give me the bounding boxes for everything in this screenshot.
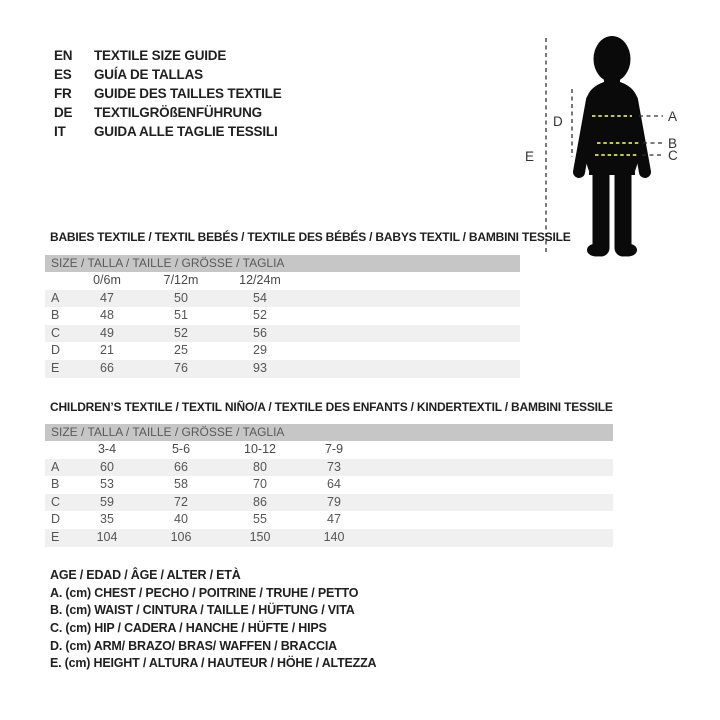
child-silhouette-icon bbox=[579, 36, 645, 257]
table-cell bbox=[45, 272, 71, 290]
column-header-cell: 7/12m bbox=[163, 273, 199, 287]
table-cell: 35 bbox=[100, 512, 114, 527]
table-cell: 51 bbox=[174, 308, 188, 323]
table-cell: 60 bbox=[100, 459, 114, 474]
babies_table-row-c bbox=[45, 325, 520, 343]
legend-item-c: C. (cm) HIP / CADERA / HANCHE / HÜFTE / HIPS bbox=[50, 621, 327, 636]
children_table-row-d bbox=[45, 511, 613, 529]
table-cell bbox=[45, 441, 71, 459]
column-header-cell: 3-4 bbox=[97, 442, 117, 456]
babies-size-table bbox=[45, 255, 520, 378]
table-cell: 79 bbox=[327, 494, 341, 509]
table-cell: 54 bbox=[253, 290, 267, 305]
language-title: TEXTILE SIZE GUIDE bbox=[94, 48, 227, 63]
language-code: ES bbox=[54, 67, 72, 82]
language-row-it bbox=[54, 122, 282, 141]
legend-item-d: D. (cm) ARM/ BRAZO/ BRAS/ WAFFEN / BRACCIA bbox=[50, 638, 337, 653]
row-label-cell: A bbox=[51, 459, 60, 474]
table-cell: 66 bbox=[100, 360, 114, 375]
table-cell: 58 bbox=[174, 477, 188, 492]
legend-age-line: AGE / EDAD / ÂGE / ALTER / ETÀ bbox=[50, 568, 241, 582]
language-code: IT bbox=[54, 124, 66, 139]
babies_table-row-b bbox=[45, 307, 520, 325]
language-title: GUIDA ALLE TAGLIE TESSILI bbox=[94, 124, 278, 139]
row-label-cell: C bbox=[51, 494, 61, 509]
measurement-figure bbox=[500, 20, 720, 262]
legend-items bbox=[50, 585, 376, 673]
measurement-legend bbox=[50, 567, 376, 673]
children_table-row-e bbox=[45, 529, 613, 547]
table-cell: 80 bbox=[253, 459, 267, 474]
table-cell: 29 bbox=[253, 343, 267, 358]
language-title: TEXTILGRÖßENFÜHRUNG bbox=[94, 105, 262, 120]
table-cell: 140 bbox=[323, 529, 345, 544]
language-code: EN bbox=[54, 48, 73, 63]
table-cell: 53 bbox=[100, 477, 114, 492]
babies_table-row-e bbox=[45, 360, 520, 378]
row-label-cell: D bbox=[51, 343, 61, 358]
table-cell: 40 bbox=[174, 512, 188, 527]
legend-item-b: B. (cm) WAIST / CINTURA / TAILLE / HÜFTUNG / VITA bbox=[50, 603, 355, 618]
children-section-title: CHILDREN’S TEXTILE / TEXTIL NIÑO/A / TEXTILE DES ENFANTS / KINDERTEXTIL / BAMBINI TESSILE bbox=[50, 400, 613, 414]
language-title: GUÍA DE TALLAS bbox=[94, 67, 203, 82]
babies_table-row-a bbox=[45, 290, 520, 308]
table-cell: 73 bbox=[327, 459, 341, 474]
table-cell: 66 bbox=[174, 459, 188, 474]
table-cell: 25 bbox=[174, 343, 188, 358]
children-size-header: SIZE / TALLA / TAILLE / GRÖSSE / TAGLIA bbox=[45, 424, 613, 441]
row-label-cell: B bbox=[51, 477, 60, 492]
column-header-cell: 12/24m bbox=[239, 273, 281, 287]
table-cell: 55 bbox=[253, 512, 267, 527]
table-cell: 104 bbox=[96, 529, 118, 544]
row-label-cell: E bbox=[51, 529, 60, 544]
measure-label-a: A bbox=[668, 109, 678, 124]
table-cell: 93 bbox=[253, 360, 267, 375]
measure-label-b: B bbox=[668, 136, 678, 151]
babies-size-header: SIZE / TALLA / TAILLE / GRÖSSE / TAGLIA bbox=[45, 255, 520, 272]
row-label-cell: A bbox=[51, 290, 60, 305]
measure-label-c: C bbox=[668, 148, 678, 163]
column-header-cell: 10-12 bbox=[244, 442, 276, 456]
language-row-de bbox=[54, 103, 282, 122]
table-cell: 59 bbox=[100, 494, 114, 509]
table-cell: 56 bbox=[253, 325, 267, 340]
column-header-cell: 5-6 bbox=[171, 442, 191, 456]
language-row-es bbox=[54, 65, 282, 84]
language-row-en bbox=[54, 46, 282, 65]
babies_table-column-header-row bbox=[45, 272, 520, 290]
legend-item-a: A. (cm) CHEST / PECHO / POITRINE / TRUHE / PETTO bbox=[50, 585, 359, 600]
table-cell: 50 bbox=[174, 290, 188, 305]
table-cell: 106 bbox=[170, 529, 192, 544]
table-cell: 150 bbox=[249, 529, 271, 544]
children-size-table bbox=[45, 424, 613, 547]
language-row-fr bbox=[54, 84, 282, 103]
table-cell: 52 bbox=[174, 325, 188, 340]
babies-section-title: BABIES TEXTILE / TEXTIL BEBÉS / TEXTILE DES BÉBÉS / BABYS TEXTIL / BAMBINI TESSILE bbox=[50, 230, 571, 244]
measure-label-d: D bbox=[553, 114, 563, 129]
language-list bbox=[54, 46, 282, 141]
language-code: FR bbox=[54, 86, 72, 101]
table-cell: 86 bbox=[253, 494, 267, 509]
table-cell: 47 bbox=[327, 512, 341, 527]
column-header-cell: 7-9 bbox=[324, 442, 344, 456]
language-code: DE bbox=[54, 105, 73, 120]
table-cell: 52 bbox=[253, 308, 267, 323]
language-title: GUIDE DES TAILLES TEXTILE bbox=[94, 86, 282, 101]
babies_table-row-d bbox=[45, 342, 520, 360]
table-cell: 72 bbox=[174, 494, 188, 509]
children_table-column-header-row bbox=[45, 441, 613, 459]
row-label-cell: E bbox=[51, 360, 60, 375]
row-label-cell: B bbox=[51, 308, 60, 323]
legend-item-e: E. (cm) HEIGHT / ALTURA / HAUTEUR / HÖHE / ALTEZZA bbox=[50, 656, 377, 671]
row-label-cell: D bbox=[51, 512, 61, 527]
table-cell: 76 bbox=[174, 360, 188, 375]
table-cell: 49 bbox=[100, 325, 114, 340]
table-cell: 70 bbox=[253, 477, 267, 492]
column-header-cell: 0/6m bbox=[93, 273, 121, 287]
table-cell: 64 bbox=[327, 477, 341, 492]
table-cell: 48 bbox=[100, 308, 114, 323]
children_table-row-a bbox=[45, 459, 613, 477]
table-cell: 21 bbox=[100, 343, 114, 358]
row-label-cell: C bbox=[51, 325, 61, 340]
children_table-row-b bbox=[45, 476, 613, 494]
table-cell: 47 bbox=[100, 290, 114, 305]
measure-label-e: E bbox=[525, 149, 535, 164]
children_table-row-c bbox=[45, 494, 613, 512]
